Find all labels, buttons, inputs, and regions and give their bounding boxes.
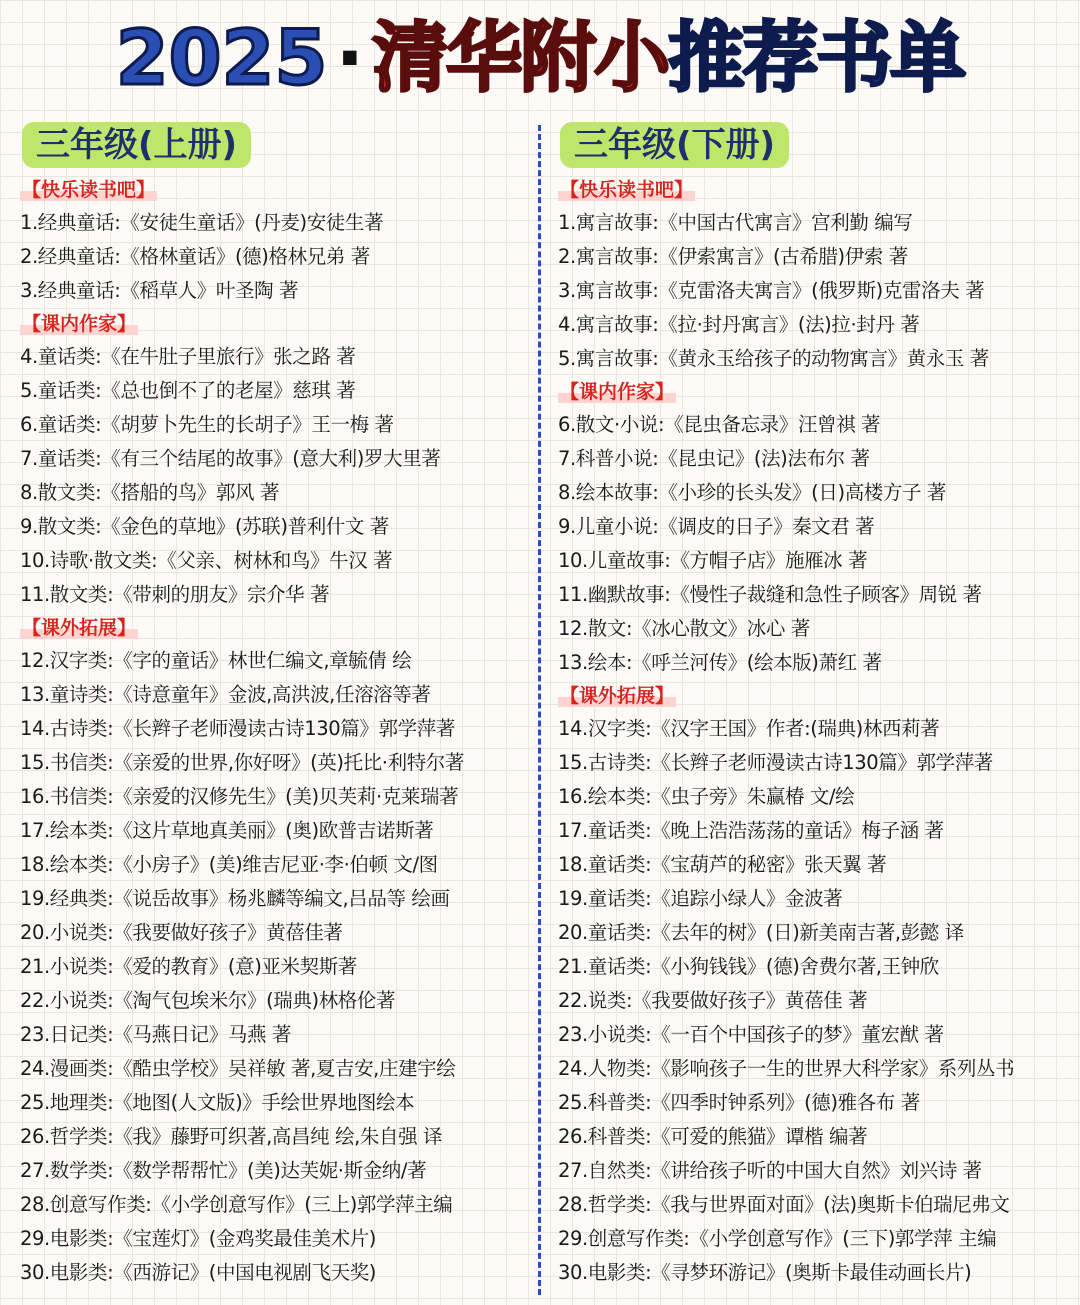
book-item: 21.童话类:《小狗钱钱》(德)舍费尔著,王钟欣 [558,955,939,978]
section-heading: 【课外拓展】 [560,685,675,707]
grade-heading: 三年级(下册) [560,122,789,168]
book-item: 29.电影类:《宝莲灯》(金鸡奖最佳美术片) [20,1227,376,1250]
book-item: 13.童诗类:《诗意童年》金波,高洪波,任溶溶等著 [20,683,431,706]
book-item: 1.经典童话:《安徒生童话》(丹麦)安徒生著 [20,211,384,234]
book-item: 19.童话类:《追踪小绿人》金波著 [558,887,843,910]
book-item: 4.寓言故事:《拉·封丹寓言》(法)拉·封丹 著 [558,313,920,336]
book-item: 7.童话类:《有三个结尾的故事》(意大利)罗大里著 [20,447,441,470]
book-item: 24.人物类:《影响孩子一生的世界大科学家》系列丛书 [558,1057,1015,1080]
book-list [20,340,532,612]
book-item: 15.书信类:《亲爱的世界,你好呀》(英)托比·利特尔著 [20,751,464,774]
book-item: 10.儿童故事:《方帽子店》施雁冰 著 [558,549,868,572]
book-item: 8.散文类:《搭船的鸟》郭风 著 [20,481,279,504]
book-item: 28.创意写作类:《小学创意写作》(三上)郭学萍主编 [20,1193,453,1216]
book-item: 24.漫画类:《酷虫学校》吴祥敏 著,夏吉安,庄建宇绘 [20,1057,456,1080]
book-item: 19.经典类:《说岳故事》杨兆麟等编文,吕品等 绘画 [20,887,450,910]
left-column [20,122,532,1290]
book-item: 27.自然类:《讲给孩子听的中国大自然》刘兴诗 著 [558,1159,982,1182]
book-item: 17.童话类:《晚上浩浩荡荡的童话》梅子涵 著 [558,819,944,842]
section-heading: 【课内作家】 [22,313,137,335]
book-item: 6.散文·小说:《昆虫备忘录》汪曾祺 著 [558,413,881,436]
book-item: 4.童话类:《在牛肚子里旅行》张之路 著 [20,345,356,368]
column-divider [538,125,541,1295]
book-item: 29.创意写作类:《小学创意写作》(三下)郭学萍 主编 [558,1227,997,1250]
book-item: 12.汉字类:《字的童话》林世仁编文,章毓倩 绘 [20,649,412,672]
book-item: 16.绘本类:《虫子旁》朱赢椿 文/绘 [558,785,855,808]
section-heading: 【快乐读书吧】 [22,179,156,201]
book-list [558,408,1073,680]
book-item: 22.说类:《我要做好孩子》黄蓓佳 著 [558,989,868,1012]
book-item: 16.书信类:《亲爱的汉修先生》(美)贝芙莉·克莱瑞著 [20,785,459,808]
book-item: 2.经典童话:《格林童话》(德)格林兄弟 著 [20,245,370,268]
book-item: 20.童话类:《去年的树》(日)新美南吉著,彭懿 译 [558,921,964,944]
book-list [20,644,532,1290]
book-item: 9.儿童小说:《调皮的日子》秦文君 著 [558,515,875,538]
book-item: 14.古诗类:《长辫子老师漫读古诗130篇》郭学萍著 [20,717,455,740]
book-item: 15.古诗类:《长辫子老师漫读古诗130篇》郭学萍著 [558,751,993,774]
book-item: 28.哲学类:《我与世界面对面》(法)奥斯卡伯瑞尼弗文 [558,1193,1010,1216]
book-item: 7.科普小说:《昆虫记》(法)法布尔 著 [558,447,870,470]
book-item: 30.电影类:《寻梦环游记》(奥斯卡最佳动画长片) [558,1261,972,1284]
title-dot: · [335,13,365,102]
book-item: 5.寓言故事:《黄永玉给孩子的动物寓言》黄永玉 著 [558,347,989,370]
book-item: 21.小说类:《爱的教育》(意)亚米契斯著 [20,955,357,978]
book-item: 1.寓言故事:《中国古代寓言》宫利勤 编写 [558,211,913,234]
book-list [558,206,1073,376]
book-item: 30.电影类:《西游记》(中国电视剧飞天奖) [20,1261,376,1284]
book-item: 27.数学类:《数学帮帮忙》(美)达芙妮·斯金纳/著 [20,1159,427,1182]
book-item: 18.童话类:《宝葫芦的秘密》张天翼 著 [558,853,887,876]
book-item: 11.散文类:《带刺的朋友》宗介华 著 [20,583,330,606]
book-list [558,712,1073,1290]
book-item: 23.日记类:《马燕日记》马燕 著 [20,1023,291,1046]
book-item: 12.散文:《冰心散文》冰心 著 [558,617,810,640]
grade-heading: 三年级(上册) [22,122,251,168]
book-item: 8.绘本故事:《小珍的长头发》(日)高楼方子 著 [558,481,946,504]
book-item: 11.幽默故事:《慢性子裁缝和急性子顾客》周锐 著 [558,583,982,606]
book-item: 22.小说类:《淘气包埃米尔》(瑞典)林格伦著 [20,989,396,1012]
right-column [558,122,1073,1290]
title-school: 清华附小 [372,13,669,102]
book-item: 25.地理类:《地图(人文版)》手绘世界地图绘本 [20,1091,415,1114]
book-item: 3.寓言故事:《克雷洛夫寓言》(俄罗斯)克雷洛夫 著 [558,279,985,302]
book-item: 2.寓言故事:《伊索寓言》(古希腊)伊索 著 [558,245,908,268]
book-item: 6.童话类:《胡萝卜先生的长胡子》王一梅 著 [20,413,394,436]
section-heading: 【快乐读书吧】 [560,179,694,201]
book-item: 9.散文类:《金色的草地》(苏联)普利什文 著 [20,515,389,538]
book-item: 18.绘本类:《小房子》(美)维吉尼亚·李·伯顿 文/图 [20,853,438,876]
book-item: 14.汉字类:《汉字王国》作者:(瑞典)林西莉著 [558,717,940,740]
book-item: 13.绘本:《呼兰河传》(绘本版)萧红 著 [558,651,882,674]
book-item: 26.哲学类:《我》藤野可织著,高昌纯 绘,朱自强 译 [20,1125,443,1148]
title-year: 2025 [115,13,328,102]
book-list [20,206,532,308]
section-heading: 【课内作家】 [560,381,675,403]
title-booklist: 推荐书单 [668,13,965,102]
book-item: 3.经典童话:《稻草人》叶圣陶 著 [20,279,299,302]
book-item: 25.科普类:《四季时钟系列》(德)雅各布 著 [558,1091,920,1114]
book-item: 10.诗歌·散文类:《父亲、树林和鸟》牛汉 著 [20,549,393,572]
book-item: 23.小说类:《一百个中国孩子的梦》董宏猷 著 [558,1023,944,1046]
book-item: 26.科普类:《可爱的熊猫》谭楷 编著 [558,1125,868,1148]
section-heading: 【课外拓展】 [22,617,137,639]
book-item: 20.小说类:《我要做好孩子》黄蓓佳著 [20,921,343,944]
page-title [0,8,1080,108]
book-item: 17.绘本类:《这片草地真美丽》(奥)欧普吉诺斯著 [20,819,434,842]
book-item: 5.童话类:《总也倒不了的老屋》慈琪 著 [20,379,356,402]
